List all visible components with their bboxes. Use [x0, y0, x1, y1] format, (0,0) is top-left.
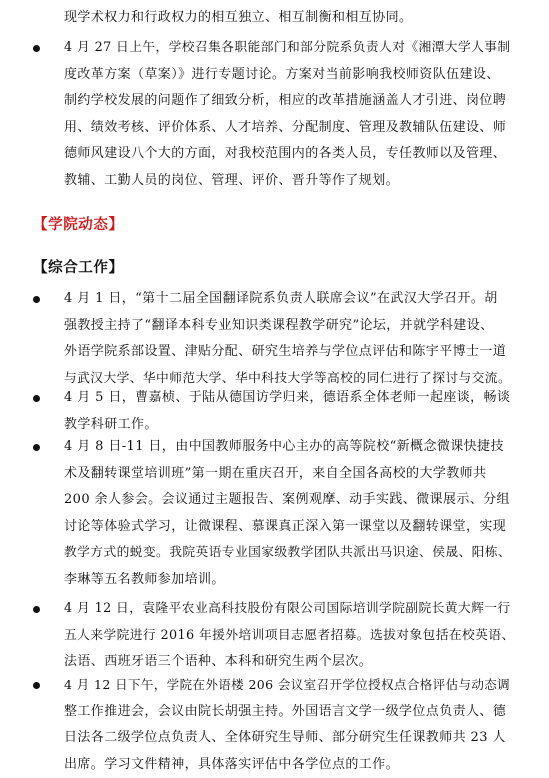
- text-line: 制约学校发展的问题作了细致分析，相应的改革措施涵盖人才引进、岗位聘: [64, 93, 507, 108]
- text-line: 4 月 1 日，“第十二届全国翻译院系负责人联席会议”在武汉大学召开。胡: [64, 291, 498, 306]
- text-line: 日法各二级学位点负责人、全体研究生导师、部分研究生任课教师共 23 人: [64, 730, 506, 745]
- text-line: 强教授主持了“翻译本科专业知识类课程教学研究”论坛，并就学科建设、: [64, 317, 494, 333]
- intro-item-paragraph: [64, 35, 516, 194]
- text-line: 外语学院系部设置、津贴分配、研究生培养与学位点评估和陈宇平博士一道: [64, 344, 507, 359]
- text-line: 用、绩效考核、评价体系、人才培养、分配制度、管理及教辅队伍建设、师: [64, 119, 507, 135]
- text-line: 出席。学习文件精神，具体落实评估中各学位点的工作。: [64, 756, 400, 772]
- text-line: 与武汉大学、华中师范大学、华中科技大学等高校的同仁进行了探讨与交流。: [64, 370, 512, 386]
- news-item-paragraph: [64, 672, 516, 778]
- text-line: 4 月 27 日上午，学校召集各职能部门和部分院系负责人对《湘潭大学人事制: [64, 40, 511, 55]
- text-line: 4 月 12 日，袁隆平农业高科技股份有限公司国际培训学院副院长黄大辉一行: [64, 601, 511, 616]
- bullet-icon: [33, 296, 40, 303]
- text-line: 4 月 8 日-11 日，由中国教师服务中心主办的高等院校“新概念微课快捷技: [64, 439, 504, 454]
- bullet-icon: [33, 444, 40, 451]
- intro-continuation-paragraph: [64, 5, 516, 32]
- text-line: 度改革方案（草案）》进行专题讨论。方案对当前影响我校师资队伍建设、: [64, 66, 500, 82]
- news-item-paragraph: [64, 434, 516, 593]
- text-line: 德师风建设八个大的方面，对我校范围内的各类人员，专任教师以及管理、: [64, 146, 507, 161]
- text-line: 4 月 12 日下午，学院在外语楼 206 会议室召开学位授权点合格评估与动态调: [64, 677, 511, 692]
- text-line: 教辅、工勤人员的岗位、管理、评价、晋升等作了规划。: [64, 172, 400, 188]
- text-line: 术及翻转课堂培训班”第一期在重庆召开，来自全国各高校的大学教师共: [64, 465, 487, 481]
- bullet-icon: [33, 606, 40, 613]
- text-line: 200 余人参会。会议通过主题报告、案例观摩、动手实践、微课展示、分组: [64, 492, 510, 507]
- text-line: 教学方式的蜕变。我院英语专业国家级教学团队共派出马识途、侯晟、阳栋、: [64, 545, 512, 560]
- text-line: 讨论等体验式学习，让微课程、慕课真正深入第一课堂以及翻转课堂，实现: [64, 518, 507, 534]
- bullet-icon: [33, 682, 40, 689]
- text-line: 法语、西班牙语三个语种、本科和研究生两个层次。: [64, 654, 373, 669]
- text-line: 整工作推进会，会议由院长胡强主持。外国语言文学一级学位点负责人、德: [64, 703, 507, 719]
- text-line: 教学科研工作。: [64, 416, 158, 432]
- news-item-paragraph: [64, 596, 516, 676]
- bullet-icon: [33, 395, 40, 402]
- text-line: 现学术权力和行政权力的相互独立、相互制衡和相互协同。: [64, 10, 413, 25]
- text-line: 李琳等五名教师参加培训。: [64, 571, 225, 587]
- section-heading: 【学院动态】: [33, 216, 124, 233]
- subsection-heading: 【综合工作】: [33, 259, 124, 276]
- text-line: 4 月 5 日，曹嘉桢、于陆从德国访学归来，德语系全体老师一起座谈，畅谈: [64, 390, 511, 405]
- news-item-paragraph: [64, 286, 516, 392]
- news-item-paragraph: [64, 385, 516, 438]
- text-line: 五人来学院进行 2016 年援外培训项目志愿者招募。选拔对象包括在校英语、: [64, 627, 515, 643]
- bullet-icon: [33, 45, 40, 52]
